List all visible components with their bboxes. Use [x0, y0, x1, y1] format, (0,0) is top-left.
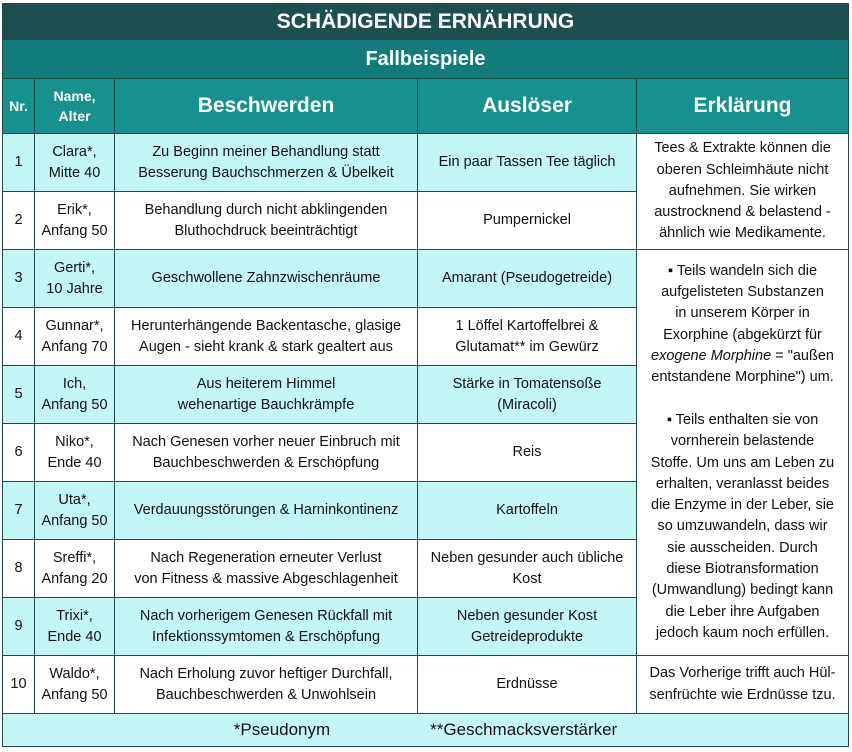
cell-beschwerden — [115, 598, 418, 656]
cell-name — [35, 424, 115, 482]
erklaerung-line: senfrüchte wie Erdnüsse tzu. — [649, 686, 836, 703]
cell-nr: 3 — [3, 250, 35, 308]
beschwerden-line: Geschwollene Zahnzwischenräume — [151, 270, 381, 286]
cell-nr: 4 — [3, 308, 35, 366]
cell-ausloeser — [418, 540, 637, 598]
erklaerung-line: entstandene Morphine") um. — [651, 369, 834, 386]
cell-erklaerung-1 — [637, 134, 849, 250]
cell-nr: 9 — [3, 598, 35, 656]
cell-beschwerden — [115, 656, 418, 714]
cell-ausloeser — [418, 192, 637, 250]
erklaerung-line: vornherein belastende — [670, 433, 815, 450]
cell-beschwerden — [115, 366, 418, 424]
ausloeser-line: Erdnüsse — [496, 676, 558, 692]
erklaerung-italic: exogene Morphine — [651, 348, 772, 365]
cell-erklaerung-2 — [637, 250, 849, 656]
page-subtitle: Fallbeispiele — [3, 40, 849, 79]
cell-nr: 1 — [3, 134, 35, 192]
erklaerung-line: austrocknend & belastend - — [654, 204, 831, 221]
erklaerung-line: aufnehmen. Sie wirken — [668, 182, 817, 199]
beschwerden-line: Nach Regeneration erneuter Verlust — [150, 549, 382, 566]
erklaerung-line: (Umwandlung) bedingt kann — [651, 582, 834, 599]
ausloeser-line: Neben gesunder Kost — [456, 607, 598, 624]
cell-nr: 6 — [3, 424, 35, 482]
header-alter: Alter — [58, 108, 91, 124]
table-row — [3, 656, 849, 714]
beschwerden-line: Bauchbeschwerden & Unwohlsein — [155, 686, 377, 703]
name-text: Trixi*, — [56, 607, 93, 624]
cell-beschwerden — [115, 482, 418, 540]
erklaerung-line: erhalten, veranlasst beides — [655, 475, 830, 492]
erklaerung-line: Exorphine (abgekürzt für — [663, 326, 822, 343]
header-row — [3, 79, 849, 134]
beschwerden-line: von Fitness & massive Abgeschlagenheit — [134, 570, 398, 587]
ausloeser-line: Getreideprodukte — [470, 628, 584, 645]
header-ausloeser: Auslöser — [418, 79, 637, 134]
ausloeser-line: Pumpernickel — [483, 212, 571, 228]
beschwerden-line: Nach Genesen vorher neuer Einbruch mit — [132, 433, 400, 450]
cell-beschwerden — [115, 250, 418, 308]
name-text: Uta*, — [58, 491, 91, 508]
cell-name — [35, 598, 115, 656]
beschwerden-line: Infektionssymtomen & Erschöpfung — [151, 628, 381, 645]
erklaerung-line: Stoffe. Um uns am Leben zu — [650, 454, 835, 471]
name-text: Niko*, — [55, 433, 94, 450]
beschwerden-line: Verdauungsstörungen & Harninkontinenz — [133, 502, 399, 518]
cell-ausloeser — [418, 366, 637, 424]
cell-name — [35, 540, 115, 598]
cell-name — [35, 366, 115, 424]
erklaerung-line: aufgelisteten Substanzen — [661, 284, 824, 301]
age-text: Ende 40 — [47, 454, 102, 471]
beschwerden-line: Aus heiterem Himmel — [196, 375, 336, 392]
name-text: Erik*, — [57, 201, 92, 218]
erklaerung-line: sie ausscheiden. Durch — [667, 539, 818, 556]
age-text: Anfang 50 — [41, 396, 108, 413]
cell-beschwerden — [115, 134, 418, 192]
fallbeispiele-table — [2, 3, 849, 747]
name-text: Sreffi*, — [52, 549, 97, 566]
header-beschwerden: Beschwerden — [115, 79, 418, 134]
ausloeser-line: Kartoffeln — [496, 502, 558, 518]
beschwerden-line: Zu Beginn meiner Behandlung statt — [152, 143, 380, 160]
footer-row — [3, 714, 849, 747]
cell-name — [35, 192, 115, 250]
age-text: Anfang 50 — [41, 512, 108, 529]
erklaerung-line: diese Biotransformation — [666, 560, 819, 577]
cell-nr: 7 — [3, 482, 35, 540]
erklaerung-line: ▪ Teils wandeln sich die — [667, 262, 818, 279]
erklaerung-line: ähnlich wie Medikamente. — [659, 225, 826, 242]
beschwerden-line: wehenartige Bauchkrämpfe — [177, 396, 355, 413]
page-title: SCHÄDIGENDE ERNÄHRUNG — [3, 4, 849, 40]
cell-ausloeser — [418, 134, 637, 192]
erklaerung-line: ▪ Teils enthalten sie von — [666, 411, 819, 428]
name-text: Ich, — [62, 375, 87, 392]
ausloeser-line: Kost — [512, 570, 542, 587]
cell-ausloeser — [418, 250, 637, 308]
ausloeser-line: Glutamat** im Gewürz — [455, 338, 599, 355]
footnote-pseudonym: *Pseudonym — [233, 720, 331, 739]
ausloeser-line: 1 Löffel Kartoffelbrei & — [455, 317, 599, 334]
footer-cell — [3, 714, 849, 747]
beschwerden-line: Bauchbeschwerden & Erschöpfung — [152, 454, 380, 471]
erklaerung-line: oberen Schleimhäute nicht — [656, 161, 829, 178]
beschwerden-line: Herunterhängende Backentasche, glasige — [130, 317, 402, 334]
cell-ausloeser — [418, 598, 637, 656]
beschwerden-line: Bluthochdruck beeinträchtigt — [174, 222, 358, 239]
table-row — [3, 134, 849, 192]
erklaerung-line: die Enzyme in der Leber, sie — [651, 497, 834, 514]
erklaerung-line: so umzuwandeln, dass wir — [657, 518, 828, 535]
cell-ausloeser — [418, 482, 637, 540]
erklaerung-line: die Leber ihre Aufgaben — [665, 603, 820, 620]
name-text: Gunnar*, — [45, 317, 104, 334]
beschwerden-line: Behandlung durch nicht abklingenden — [144, 201, 388, 218]
name-text: Waldo*, — [49, 665, 100, 682]
cell-beschwerden — [115, 424, 418, 482]
beschwerden-line: Nach Erholung zuvor heftiger Durchfall, — [139, 665, 393, 682]
erklaerung-line: Tees & Extrakte können die — [654, 140, 831, 157]
table-wrapper — [2, 3, 848, 747]
cell-beschwerden — [115, 192, 418, 250]
cell-name — [35, 134, 115, 192]
ausloeser-line: (Miracoli) — [497, 396, 557, 413]
age-text: Anfang 50 — [41, 686, 108, 703]
erklaerung-line: Das Vorherige trifft auch Hül- — [649, 665, 836, 682]
cell-name — [35, 250, 115, 308]
cell-ausloeser — [418, 424, 637, 482]
age-text: Mitte 40 — [48, 164, 101, 181]
beschwerden-line: Besserung Bauchschmerzen & Übelkeit — [138, 164, 394, 181]
header-name: Name, — [53, 88, 96, 104]
erklaerung-line: in unserem Körper in — [675, 305, 810, 322]
cell-beschwerden — [115, 308, 418, 366]
beschwerden-line: Nach vorherigem Genesen Rückfall mit — [139, 607, 393, 624]
beschwerden-line: Augen - sieht krank & stark gealtert aus — [139, 338, 393, 355]
ausloeser-line: Neben gesunder auch übliche — [430, 549, 624, 566]
age-text: Ende 40 — [47, 628, 102, 645]
erklaerung-line: = "außen — [771, 348, 834, 365]
ausloeser-line: Amarant (Pseudogetreide) — [441, 270, 613, 286]
cell-ausloeser — [418, 308, 637, 366]
cell-nr: 8 — [3, 540, 35, 598]
age-text: 10 Jahre — [46, 280, 103, 297]
name-text: Clara*, — [52, 143, 97, 160]
ausloeser-line: Ein paar Tassen Tee täglich — [438, 154, 616, 170]
erklaerung-line: jedoch kaum noch erfüllen. — [655, 624, 830, 641]
header-name-alter — [35, 79, 115, 134]
cell-nr: 10 — [3, 656, 35, 714]
age-text: Anfang 20 — [41, 570, 108, 587]
ausloeser-line: Reis — [512, 444, 542, 460]
ausloeser-line: Stärke in Tomatensoße — [452, 375, 602, 392]
footnote-geschmack: **Geschmacksverstärker — [430, 720, 618, 739]
header-erklaerung: Erklärung — [637, 79, 849, 134]
cell-name — [35, 656, 115, 714]
cell-nr: 2 — [3, 192, 35, 250]
cell-nr: 5 — [3, 366, 35, 424]
cell-name — [35, 308, 115, 366]
table-row — [3, 250, 849, 308]
name-text: Gerti*, — [53, 259, 96, 276]
header-nr: Nr. — [3, 79, 35, 134]
cell-erklaerung-3 — [637, 656, 849, 714]
cell-ausloeser — [418, 656, 637, 714]
age-text: Anfang 70 — [41, 338, 108, 355]
cell-beschwerden — [115, 540, 418, 598]
age-text: Anfang 50 — [41, 222, 108, 239]
cell-name — [35, 482, 115, 540]
